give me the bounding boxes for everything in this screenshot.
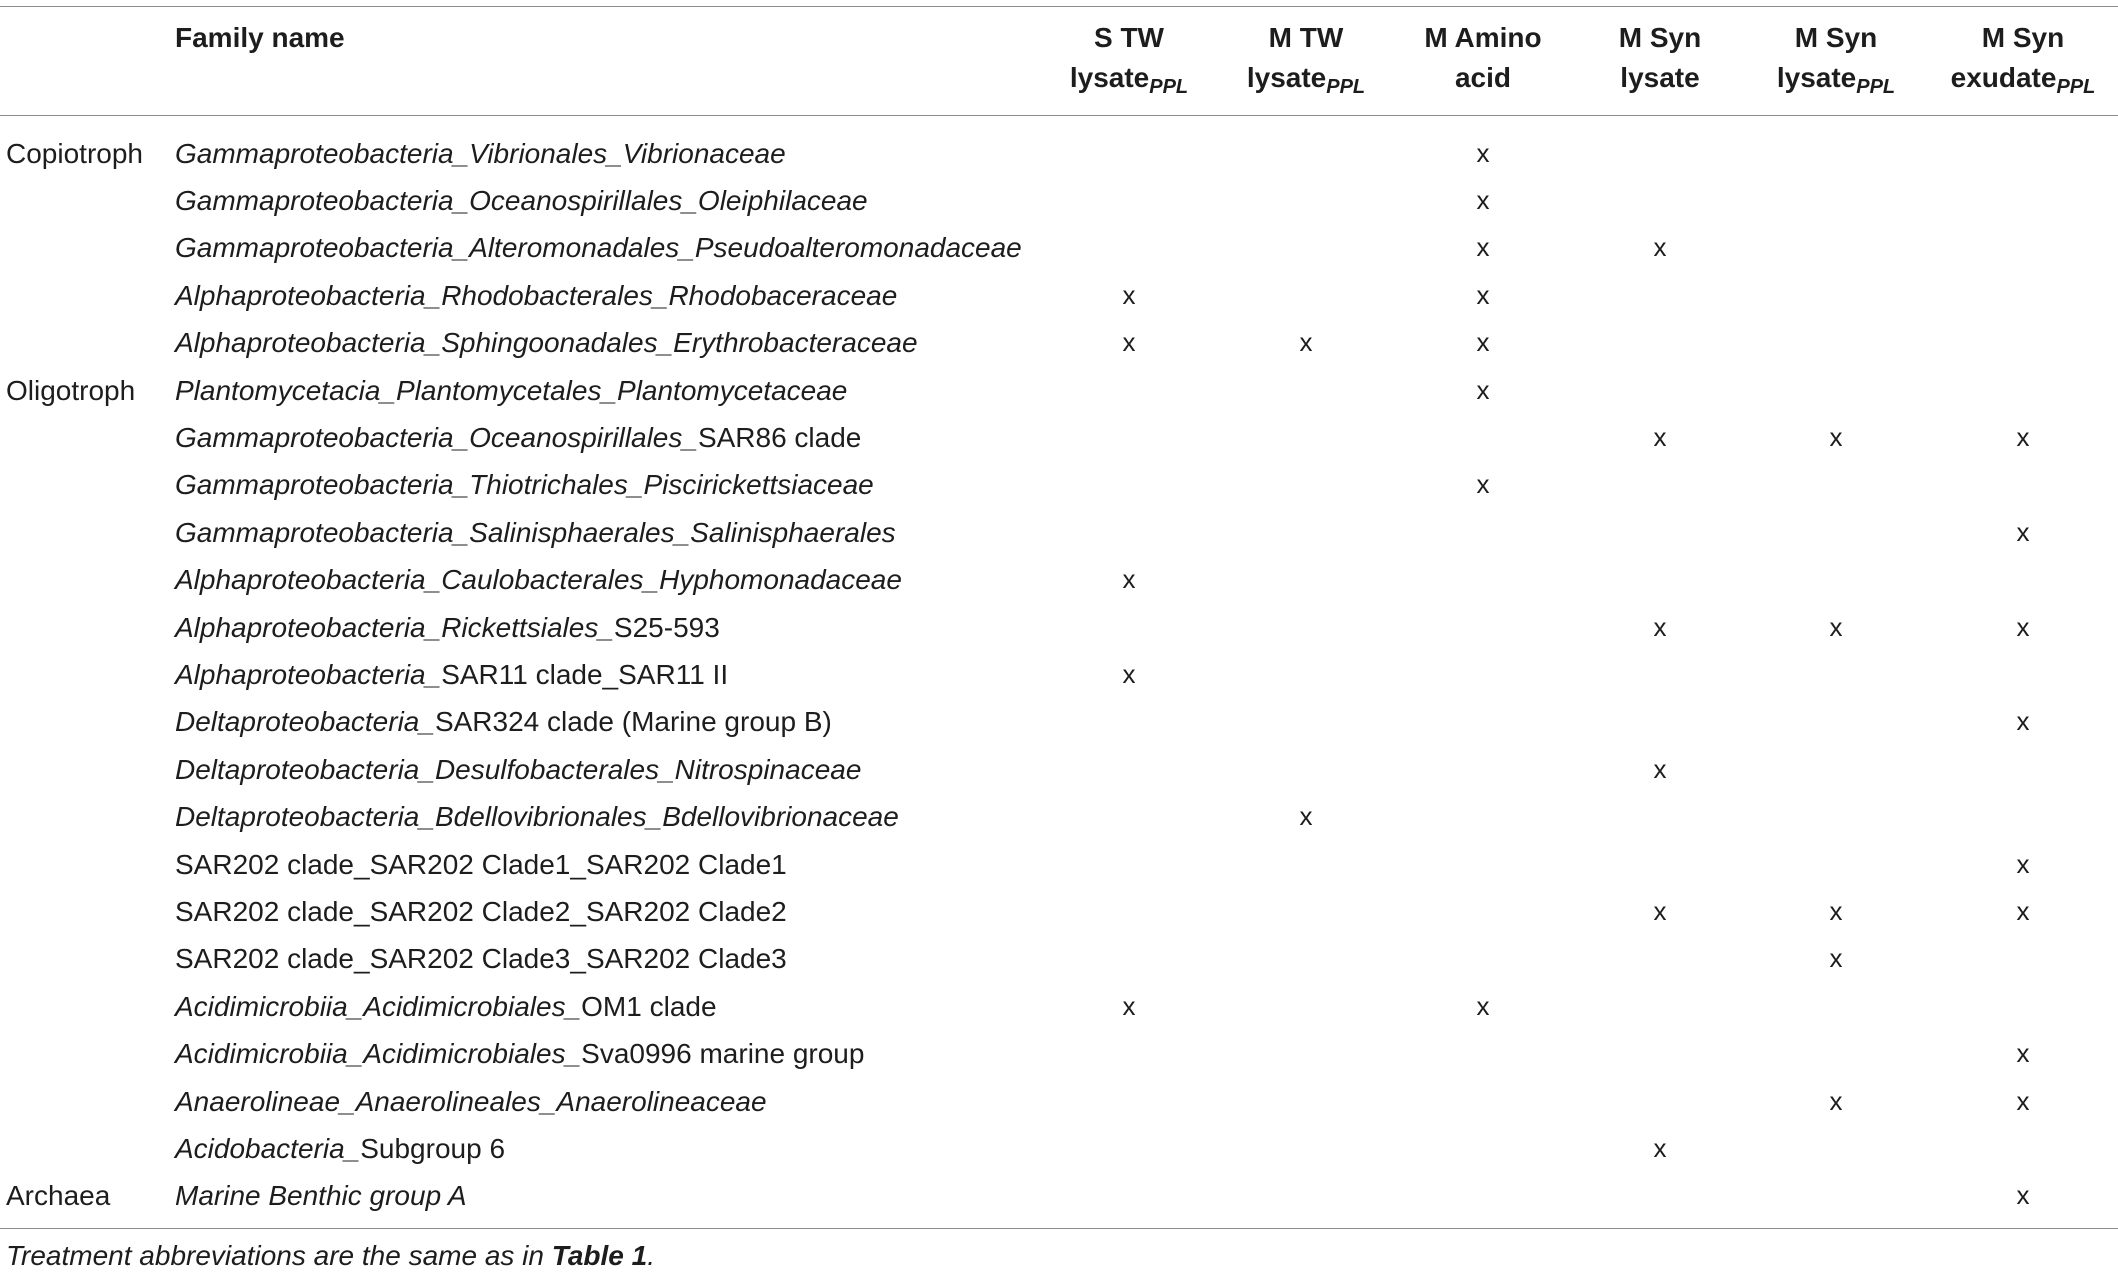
footnote-table-ref: Table 1	[551, 1240, 648, 1271]
table-row	[0, 888, 2118, 935]
column-header-line1: M Syn	[1981, 22, 2065, 53]
table-row	[0, 698, 2118, 745]
family-name-italic: Gammaproteobacteria_Alteromonadales_Pseudoalteromonadaceae	[175, 232, 1022, 264]
family-name-cell	[175, 983, 717, 1030]
family-name-italic: Acidimicrobiia_Acidimicrobiales_	[175, 1038, 582, 1070]
presence-mark: x	[1829, 895, 1843, 926]
table-row	[0, 367, 2118, 414]
family-name-italic: Gammaproteobacteria_Salinisphaerales_Salinisphaerales	[175, 516, 896, 548]
column-header-line2-text: lysate	[1776, 62, 1857, 93]
presence-mark: x	[1299, 801, 1313, 832]
presence-mark: x	[1653, 232, 1667, 263]
presence-mark: x	[2016, 421, 2030, 452]
presence-mark: x	[1829, 611, 1843, 642]
family-name-italic: Gammaproteobacteria_Oceanospirillales_Oleiphilaceae	[175, 184, 868, 216]
table-row	[0, 1030, 2118, 1077]
presence-mark: x	[1122, 658, 1136, 689]
table-row	[0, 793, 2118, 840]
family-name-cell	[175, 888, 787, 935]
family-name-cell	[175, 556, 902, 603]
family-name-plain: S25-593	[613, 611, 720, 643]
table-row	[0, 509, 2118, 556]
family-name-italic: Alphaproteobacteria_	[175, 658, 442, 690]
presence-mark: x	[1476, 374, 1490, 405]
family-name-plain: OM1 clade	[581, 990, 717, 1022]
group-label: Archaea	[6, 1180, 111, 1212]
family-name-cell	[175, 461, 874, 508]
footnote-suffix: .	[647, 1240, 655, 1271]
family-name-italic: Plantomycetacia_Plantomycetales_Plantomycetaceae	[175, 374, 848, 406]
column-header-subscript: PPL	[1856, 76, 1896, 98]
column-header-line2-text: exudate	[1950, 62, 2057, 93]
family-name-italic: Gammaproteobacteria_Vibrionales_Vibrionaceae	[175, 137, 786, 169]
table-row	[0, 651, 2118, 698]
family-name-cell	[175, 272, 897, 319]
family-name-plain: SAR202 clade_SAR202 Clade1_SAR202 Clade1	[175, 848, 787, 880]
table-row	[0, 130, 2118, 177]
presence-mark: x	[1122, 990, 1136, 1021]
presence-mark: x	[2016, 516, 2030, 547]
table-row	[0, 983, 2118, 1030]
table-row	[0, 604, 2118, 651]
family-name-italic: Deltaproteobacteria_Bdellovibrionales_Bdellovibrionaceae	[175, 801, 899, 833]
family-name-cell	[175, 1172, 467, 1219]
family-name-cell	[175, 319, 918, 366]
table-row	[0, 272, 2118, 319]
column-header-line1: S TW	[1094, 22, 1164, 53]
presence-mark: x	[1476, 469, 1490, 500]
column-header-line2	[1221, 58, 1391, 98]
presence-mark: x	[1476, 232, 1490, 263]
column-header-line1: M Amino	[1424, 22, 1542, 53]
family-name-cell	[175, 224, 1022, 271]
family-name-cell	[175, 509, 896, 556]
column-header-line1: M TW	[1268, 22, 1344, 53]
presence-mark: x	[1829, 943, 1843, 974]
family-name-plain: SAR324 clade (Marine group B)	[434, 706, 832, 738]
family-name-cell	[175, 841, 787, 888]
family-name-plain: Subgroup 6	[360, 1132, 506, 1164]
presence-mark: x	[2016, 1180, 2030, 1211]
column-header-line1: M Syn	[1794, 22, 1878, 53]
column-header	[1221, 18, 1391, 98]
presence-mark: x	[2016, 1038, 2030, 1069]
family-name-italic: Alphaproteobacteria_Caulobacterales_Hyphomonadaceae	[175, 564, 902, 596]
column-header	[1044, 18, 1214, 98]
presence-mark: x	[1122, 564, 1136, 595]
family-name-plain: SAR202 clade_SAR202 Clade2_SAR202 Clade2	[175, 895, 787, 927]
family-name-cell	[175, 367, 847, 414]
table-row	[0, 1125, 2118, 1172]
table-row	[0, 319, 2118, 366]
table-footnote	[6, 1236, 655, 1276]
family-name-cell	[175, 698, 832, 745]
group-label: Oligotroph	[6, 374, 136, 406]
column-header	[1751, 18, 1921, 98]
column-header-line2	[1751, 58, 1921, 98]
table-row	[0, 1172, 2118, 1219]
column-header-line2	[1044, 58, 1214, 98]
column-header	[1575, 18, 1745, 98]
family-name-italic: Acidimicrobiia_Acidimicrobiales_	[175, 990, 582, 1022]
family-name-plain: SAR11 clade_SAR11 II	[441, 658, 729, 690]
family-name-italic: Alphaproteobacteria_Rickettsiales_	[175, 611, 614, 643]
column-header-line2-text: lysate	[1069, 62, 1150, 93]
family-name-italic: Marine Benthic group A	[175, 1180, 467, 1212]
column-header-line1: M Syn	[1618, 22, 1702, 53]
presence-mark: x	[1122, 279, 1136, 310]
family-name-italic: Acidobacteria_	[175, 1132, 361, 1164]
footnote-prefix: Treatment abbreviations are the same as in	[6, 1240, 552, 1271]
family-name-italic: Alphaproteobacteria_Rhodobacterales_Rhodobaceraceae	[175, 279, 898, 311]
header-family-name: Family name	[175, 22, 345, 53]
table-row	[0, 841, 2118, 888]
column-header-subscript: PPL	[2056, 76, 2096, 98]
column-header	[1938, 18, 2108, 98]
presence-mark: x	[1653, 1132, 1667, 1163]
table-row	[0, 224, 2118, 271]
table-row	[0, 1078, 2118, 1125]
presence-mark: x	[2016, 706, 2030, 737]
family-name-cell	[175, 651, 728, 698]
presence-mark: x	[1829, 421, 1843, 452]
family-name-italic: Anaerolineae_Anaerolineales_Anaerolineaceae	[175, 1085, 767, 1117]
table-row	[0, 177, 2118, 224]
column-header-line2	[1398, 58, 1568, 98]
table-row	[0, 461, 2118, 508]
presence-mark: x	[2016, 1085, 2030, 1116]
family-name-italic: Gammaproteobacteria_Thiotrichales_Piscirickettsiaceae	[175, 469, 874, 501]
presence-mark: x	[1653, 611, 1667, 642]
presence-mark: x	[1829, 1085, 1843, 1116]
family-name-italic: Deltaproteobacteria_	[175, 706, 435, 738]
family-name-italic: Alphaproteobacteria_Sphingoonadales_Erythrobacteraceae	[175, 327, 918, 359]
family-name-cell	[175, 414, 861, 461]
presence-mark: x	[1653, 421, 1667, 452]
table-row	[0, 746, 2118, 793]
presence-mark: x	[1476, 184, 1490, 215]
family-name-cell	[175, 746, 861, 793]
family-name-cell	[175, 130, 786, 177]
table-row	[0, 935, 2118, 982]
presence-mark: x	[1476, 990, 1490, 1021]
presence-mark: x	[2016, 611, 2030, 642]
family-name-cell	[175, 1125, 505, 1172]
column-header-line2	[1575, 58, 1745, 98]
family-name-italic: Deltaproteobacteria_Desulfobacterales_Nitrospinaceae	[175, 753, 862, 785]
family-name-cell	[175, 793, 899, 840]
presence-mark: x	[1476, 327, 1490, 358]
family-name-cell	[175, 935, 787, 982]
presence-mark: x	[1299, 327, 1313, 358]
family-name-italic: Gammaproteobacteria_Oceanospirillales_	[175, 421, 698, 453]
column-header-line2-text: lysate	[1620, 62, 1700, 93]
presence-mark: x	[2016, 895, 2030, 926]
column-header	[1398, 18, 1568, 98]
column-header-line2	[1938, 58, 2108, 98]
header-rule	[0, 115, 2118, 116]
presence-mark: x	[2016, 848, 2030, 879]
top-rule	[0, 6, 2118, 7]
family-name-cell	[175, 604, 720, 651]
bottom-rule	[0, 1228, 2118, 1229]
family-name-plain: Sva0996 marine group	[581, 1038, 865, 1070]
family-name-plain: SAR86 clade	[697, 421, 862, 453]
column-header-subscript: PPL	[1149, 76, 1189, 98]
presence-mark: x	[1476, 279, 1490, 310]
column-header-subscript: PPL	[1326, 76, 1366, 98]
family-name-cell	[175, 1078, 767, 1125]
group-label: Copiotroph	[6, 137, 143, 169]
family-name-cell	[175, 177, 868, 224]
family-name-cell	[175, 1030, 864, 1077]
presence-mark: x	[1653, 753, 1667, 784]
table-row	[0, 556, 2118, 603]
presence-mark: x	[1476, 137, 1490, 168]
presence-mark: x	[1122, 327, 1136, 358]
column-header-line2-text: acid	[1454, 62, 1512, 93]
family-name-plain: SAR202 clade_SAR202 Clade3_SAR202 Clade3	[175, 943, 787, 975]
table-row	[0, 414, 2118, 461]
column-header-line2-text: lysate	[1246, 62, 1327, 93]
presence-mark: x	[1653, 895, 1667, 926]
